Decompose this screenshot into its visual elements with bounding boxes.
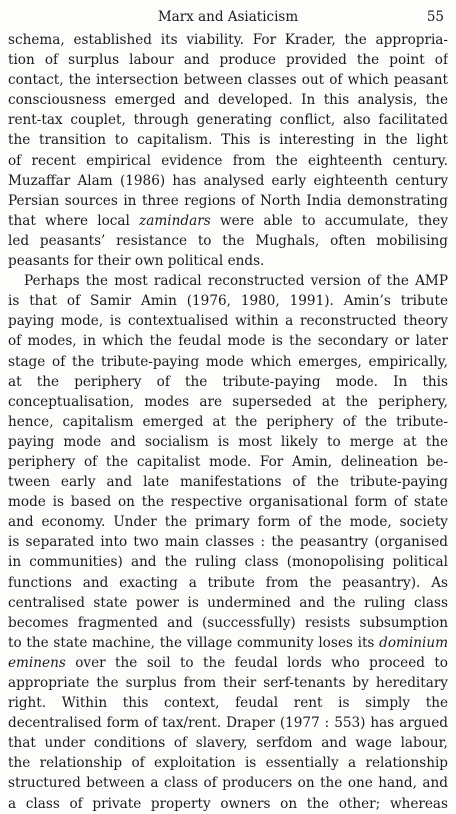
text-line: paying mode, is contextualised within a reconstructed theory bbox=[8, 313, 448, 330]
text-line: hence, capitalism emerged at the periphery of the tribute- bbox=[8, 413, 448, 430]
italic-term: eminens bbox=[8, 654, 66, 671]
text-line: of recent empirical evidence from the eighteenth century. bbox=[8, 152, 448, 169]
text-line: appropriate the surplus from their serf-tenants by hereditary bbox=[8, 675, 448, 691]
text-line: consciousness emerged and developed. In this analysis, the bbox=[8, 92, 448, 109]
page-number: 55 bbox=[426, 9, 444, 25]
text-line: tween early and late manifestations of the tribute-paying bbox=[8, 474, 448, 491]
text-line: decentralised form of tax/rent. Draper (1977 : 553) has argued bbox=[8, 715, 448, 732]
text-line: of modes, in which the feudal mode is the secondary or later bbox=[8, 333, 448, 350]
text-line: at the periphery of the tribute-paying mode. In this bbox=[8, 373, 448, 390]
text-line: structured between a class of producers on the one hand, and bbox=[8, 775, 448, 792]
paragraph bbox=[8, 271, 448, 814]
text-line: peasants for their own political ends. bbox=[8, 253, 265, 270]
text-line: periphery of the capitalist mode. For Amin, delineation be- bbox=[8, 453, 448, 470]
text-line: that under conditions of slavery, serfdom and wage labour, bbox=[8, 735, 448, 752]
text-line: led peasants’ resistance to the Mughals, often mobilising bbox=[8, 232, 448, 249]
body-text bbox=[8, 30, 448, 814]
text-line: that where local zamindars were able to accumulate, they bbox=[8, 212, 448, 229]
text-line: is separated into two main classes : the peasantry (organised bbox=[8, 534, 448, 551]
italic-term: dominium bbox=[379, 634, 448, 651]
text-line: the relationship of exploitation is essentially a relationship bbox=[8, 755, 448, 772]
text-line: and economy. Under the primary form of the mode, society bbox=[8, 514, 448, 531]
text-line: schema, established its viability. For Krader, the appropria- bbox=[8, 32, 448, 48]
text-line: a class of private property owners on the other; whereas bbox=[8, 795, 448, 812]
text-line: Perhaps the most radical reconstructed version of the AMP bbox=[24, 273, 448, 290]
italic-term: zamindars bbox=[139, 212, 211, 229]
text-line: eminens over the soil to the feudal lords who proceed to bbox=[8, 654, 448, 671]
text-line: right. Within this context, feudal rent is simply the bbox=[8, 695, 448, 712]
text-line: Muzaffar Alam (1986) has analysed early eighteenth century bbox=[8, 172, 448, 189]
running-head bbox=[8, 4, 448, 30]
text-line: tion of surplus labour and produce provided the point of bbox=[8, 52, 448, 69]
text-line: rent-tax couplet, through generating conflict, also facilitated bbox=[8, 112, 448, 129]
text-line: stage of the tribute-paying mode which emerges, empirically, bbox=[8, 353, 448, 370]
text-line: paying mode and socialism is most likely to merge at the bbox=[8, 433, 448, 450]
paragraph bbox=[8, 30, 448, 271]
text-line: conceptualisation, modes are superseded at the periphery, bbox=[8, 393, 448, 410]
text-line: contact, the intersection between classes out of which peasant bbox=[8, 72, 448, 89]
text-line: functions and exacting a tribute from the peasantry). As bbox=[8, 574, 448, 591]
text-line: mode is based on the respective organisational form of state bbox=[8, 494, 448, 511]
text-line: to the state machine, the village community loses its dominium bbox=[8, 634, 448, 651]
text-line: in communities) and the ruling class (monopolising political bbox=[8, 554, 448, 571]
text-line: Persian sources in three regions of North India demonstrating bbox=[8, 192, 448, 209]
text-line: becomes fragmented and (successfully) resists subsumption bbox=[8, 614, 448, 631]
text-line: the transition to capitalism. This is interesting in the light bbox=[8, 132, 448, 149]
text-line: centralised state power is undermined and the ruling class bbox=[8, 594, 448, 611]
running-title: Marx and Asiaticism bbox=[157, 9, 299, 25]
text-line: is that of Samir Amin (1976, 1980, 1991). Amin’s tribute bbox=[8, 293, 448, 310]
